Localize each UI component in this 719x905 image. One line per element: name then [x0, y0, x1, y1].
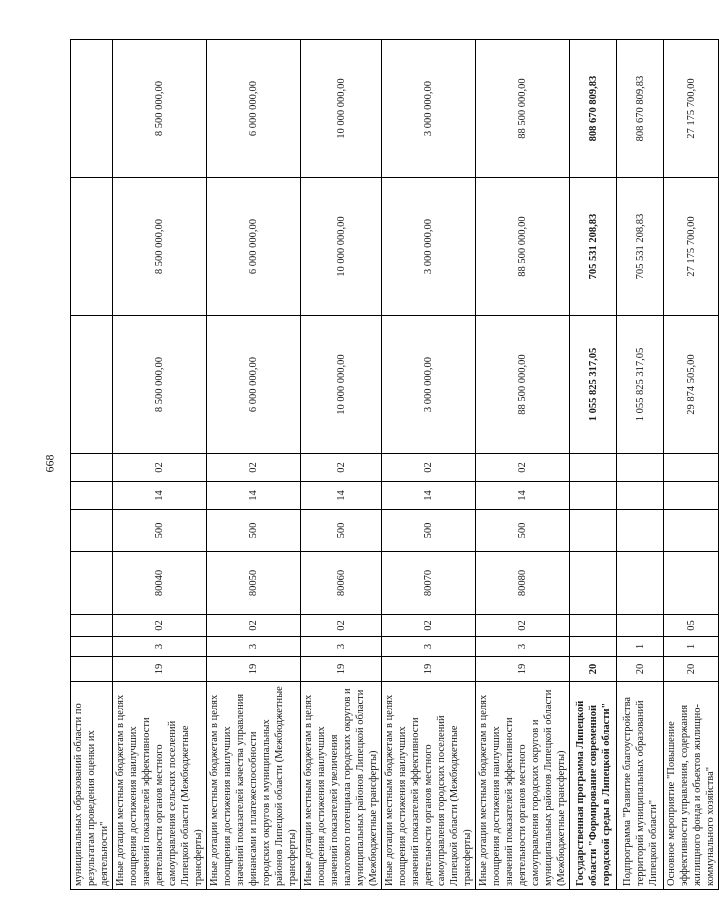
- code-cell: [71, 510, 113, 552]
- table-row: [207, 40, 301, 890]
- row-name-cell: Государственная программа Липецкой области "Формирование современной городской среды в Липецкой области": [570, 682, 617, 890]
- amount-cell: 88 500 000,00: [476, 316, 570, 454]
- code-cell: 14: [113, 482, 207, 510]
- code-cell: 1: [617, 637, 664, 657]
- amount-cell: 1 055 825 317,05: [617, 316, 664, 454]
- code-cell: 19: [382, 657, 476, 682]
- code-cell: 500: [476, 510, 570, 552]
- amount-cell: 88 500 000,00: [476, 178, 570, 316]
- table-row: [113, 40, 207, 890]
- code-cell: [570, 482, 617, 510]
- code-cell: [664, 482, 719, 510]
- code-cell: [71, 454, 113, 482]
- code-cell: 20: [617, 657, 664, 682]
- amount-cell: 3 000 000,00: [382, 40, 476, 178]
- code-cell: 500: [301, 510, 382, 552]
- amount-cell: 8 500 000,00: [113, 40, 207, 178]
- amount-cell: 6 000 000,00: [207, 178, 301, 316]
- page-number: 668: [42, 454, 57, 473]
- amount-cell: 8 500 000,00: [113, 178, 207, 316]
- amount-cell: [71, 316, 113, 454]
- table-row: [664, 40, 719, 890]
- code-cell: 500: [113, 510, 207, 552]
- code-cell: [570, 510, 617, 552]
- code-cell: 02: [476, 615, 570, 637]
- code-cell: [71, 552, 113, 615]
- code-cell: 80060: [301, 552, 382, 615]
- amount-cell: 808 670 809,83: [617, 40, 664, 178]
- amount-cell: 705 531 208,83: [570, 178, 617, 316]
- row-name-cell: Иные дотации местным бюджетам в целях поощрения достижения наилучших значений показателей качества управления финансами и платежеспособности городских округов и муниципальных районов Липецкой области (Межбюджетные трансферты): [207, 682, 301, 890]
- code-cell: 80070: [382, 552, 476, 615]
- rotated-page-content: [70, 40, 716, 890]
- amount-cell: 88 500 000,00: [476, 40, 570, 178]
- code-cell: [570, 552, 617, 615]
- code-cell: 20: [664, 657, 719, 682]
- code-cell: 19: [476, 657, 570, 682]
- code-cell: 19: [113, 657, 207, 682]
- amount-cell: 10 000 000,00: [301, 316, 382, 454]
- code-cell: 19: [207, 657, 301, 682]
- code-cell: 02: [207, 454, 301, 482]
- code-cell: 02: [301, 615, 382, 637]
- code-cell: [570, 615, 617, 637]
- code-cell: 02: [113, 454, 207, 482]
- row-name-cell: Иные дотации местным бюджетам в целях поощрения достижения наилучших значений показателей эффективности деятельности органов местного самоуправления сельских поселений Липецкой области (Межбюджетные трансферты): [113, 682, 207, 890]
- amount-cell: 705 531 208,83: [617, 178, 664, 316]
- row-name-cell: Подпрограмма "Развитие благоустройства территорий муниципальных образований Липецкой области": [617, 682, 664, 890]
- code-cell: 02: [382, 454, 476, 482]
- amount-cell: 10 000 000,00: [301, 40, 382, 178]
- table-row: [71, 40, 113, 890]
- code-cell: 1: [664, 637, 719, 657]
- code-cell: [617, 482, 664, 510]
- code-cell: [664, 510, 719, 552]
- code-cell: 3: [301, 637, 382, 657]
- row-name-cell: Иные дотации местным бюджетам в целях поощрения достижения наилучших значений показателей эффективности деятельности органов местного самоуправления городских округов и муниципальных районов Липецкой области (Межбюджетные трансферты): [476, 682, 570, 890]
- code-cell: [617, 552, 664, 615]
- code-cell: [617, 615, 664, 637]
- amount-cell: [71, 178, 113, 316]
- table-row: [617, 40, 664, 890]
- code-cell: 80080: [476, 552, 570, 615]
- amount-cell: 27 175 700,00: [664, 40, 719, 178]
- amount-cell: 6 000 000,00: [207, 316, 301, 454]
- amount-cell: 6 000 000,00: [207, 40, 301, 178]
- code-cell: [570, 454, 617, 482]
- row-name-cell: Основное мероприятие "Повышение эффективности управления, содержания жилищного фонда и объектов жилищно-коммунального хозяйства": [664, 682, 719, 890]
- code-cell: [617, 454, 664, 482]
- amount-cell: 3 000 000,00: [382, 178, 476, 316]
- code-cell: [570, 637, 617, 657]
- code-cell: 05: [664, 615, 719, 637]
- code-cell: [71, 637, 113, 657]
- code-cell: 02: [382, 615, 476, 637]
- amount-cell: 29 874 505,00: [664, 316, 719, 454]
- amount-cell: 10 000 000,00: [301, 178, 382, 316]
- code-cell: 80040: [113, 552, 207, 615]
- amount-cell: 27 175 700,00: [664, 178, 719, 316]
- row-name-cell: Иные дотации местным бюджетам в целях поощрения достижения наилучших значений показателей увеличения налогового потенциала городских округов и муниципальных районов Липецкой области (Межбюджетные трансферты): [301, 682, 382, 890]
- code-cell: 80050: [207, 552, 301, 615]
- code-cell: 3: [382, 637, 476, 657]
- amount-cell: 808 670 809,83: [570, 40, 617, 178]
- code-cell: 3: [113, 637, 207, 657]
- code-cell: 02: [301, 454, 382, 482]
- code-cell: 20: [570, 657, 617, 682]
- table-row: [476, 40, 570, 890]
- code-cell: 02: [113, 615, 207, 637]
- code-cell: 3: [207, 637, 301, 657]
- code-cell: [664, 552, 719, 615]
- amount-cell: 1 055 825 317,05: [570, 316, 617, 454]
- code-cell: 14: [476, 482, 570, 510]
- code-cell: 19: [301, 657, 382, 682]
- budget-table: [70, 39, 719, 890]
- row-name-cell: Иные дотации местным бюджетам в целях поощрения достижения наилучших значений показателей эффективности деятельности органов местного самоуправления городских поселений Липецкой области (Межбюджетные трансферты): [382, 682, 476, 890]
- code-cell: 500: [207, 510, 301, 552]
- table-row: [382, 40, 476, 890]
- code-cell: [71, 482, 113, 510]
- code-cell: 3: [476, 637, 570, 657]
- code-cell: [71, 657, 113, 682]
- amount-cell: 3 000 000,00: [382, 316, 476, 454]
- code-cell: 14: [301, 482, 382, 510]
- code-cell: 14: [382, 482, 476, 510]
- code-cell: 500: [382, 510, 476, 552]
- code-cell: 02: [476, 454, 570, 482]
- code-cell: 14: [207, 482, 301, 510]
- table-row: [570, 40, 617, 890]
- table-row: [301, 40, 382, 890]
- code-cell: [664, 454, 719, 482]
- code-cell: [71, 615, 113, 637]
- code-cell: 02: [207, 615, 301, 637]
- amount-cell: [71, 40, 113, 178]
- amount-cell: 8 500 000,00: [113, 316, 207, 454]
- row-name-cell: муниципальных образований области по результатам проведения оценки их деятельности": [71, 682, 113, 890]
- code-cell: [617, 510, 664, 552]
